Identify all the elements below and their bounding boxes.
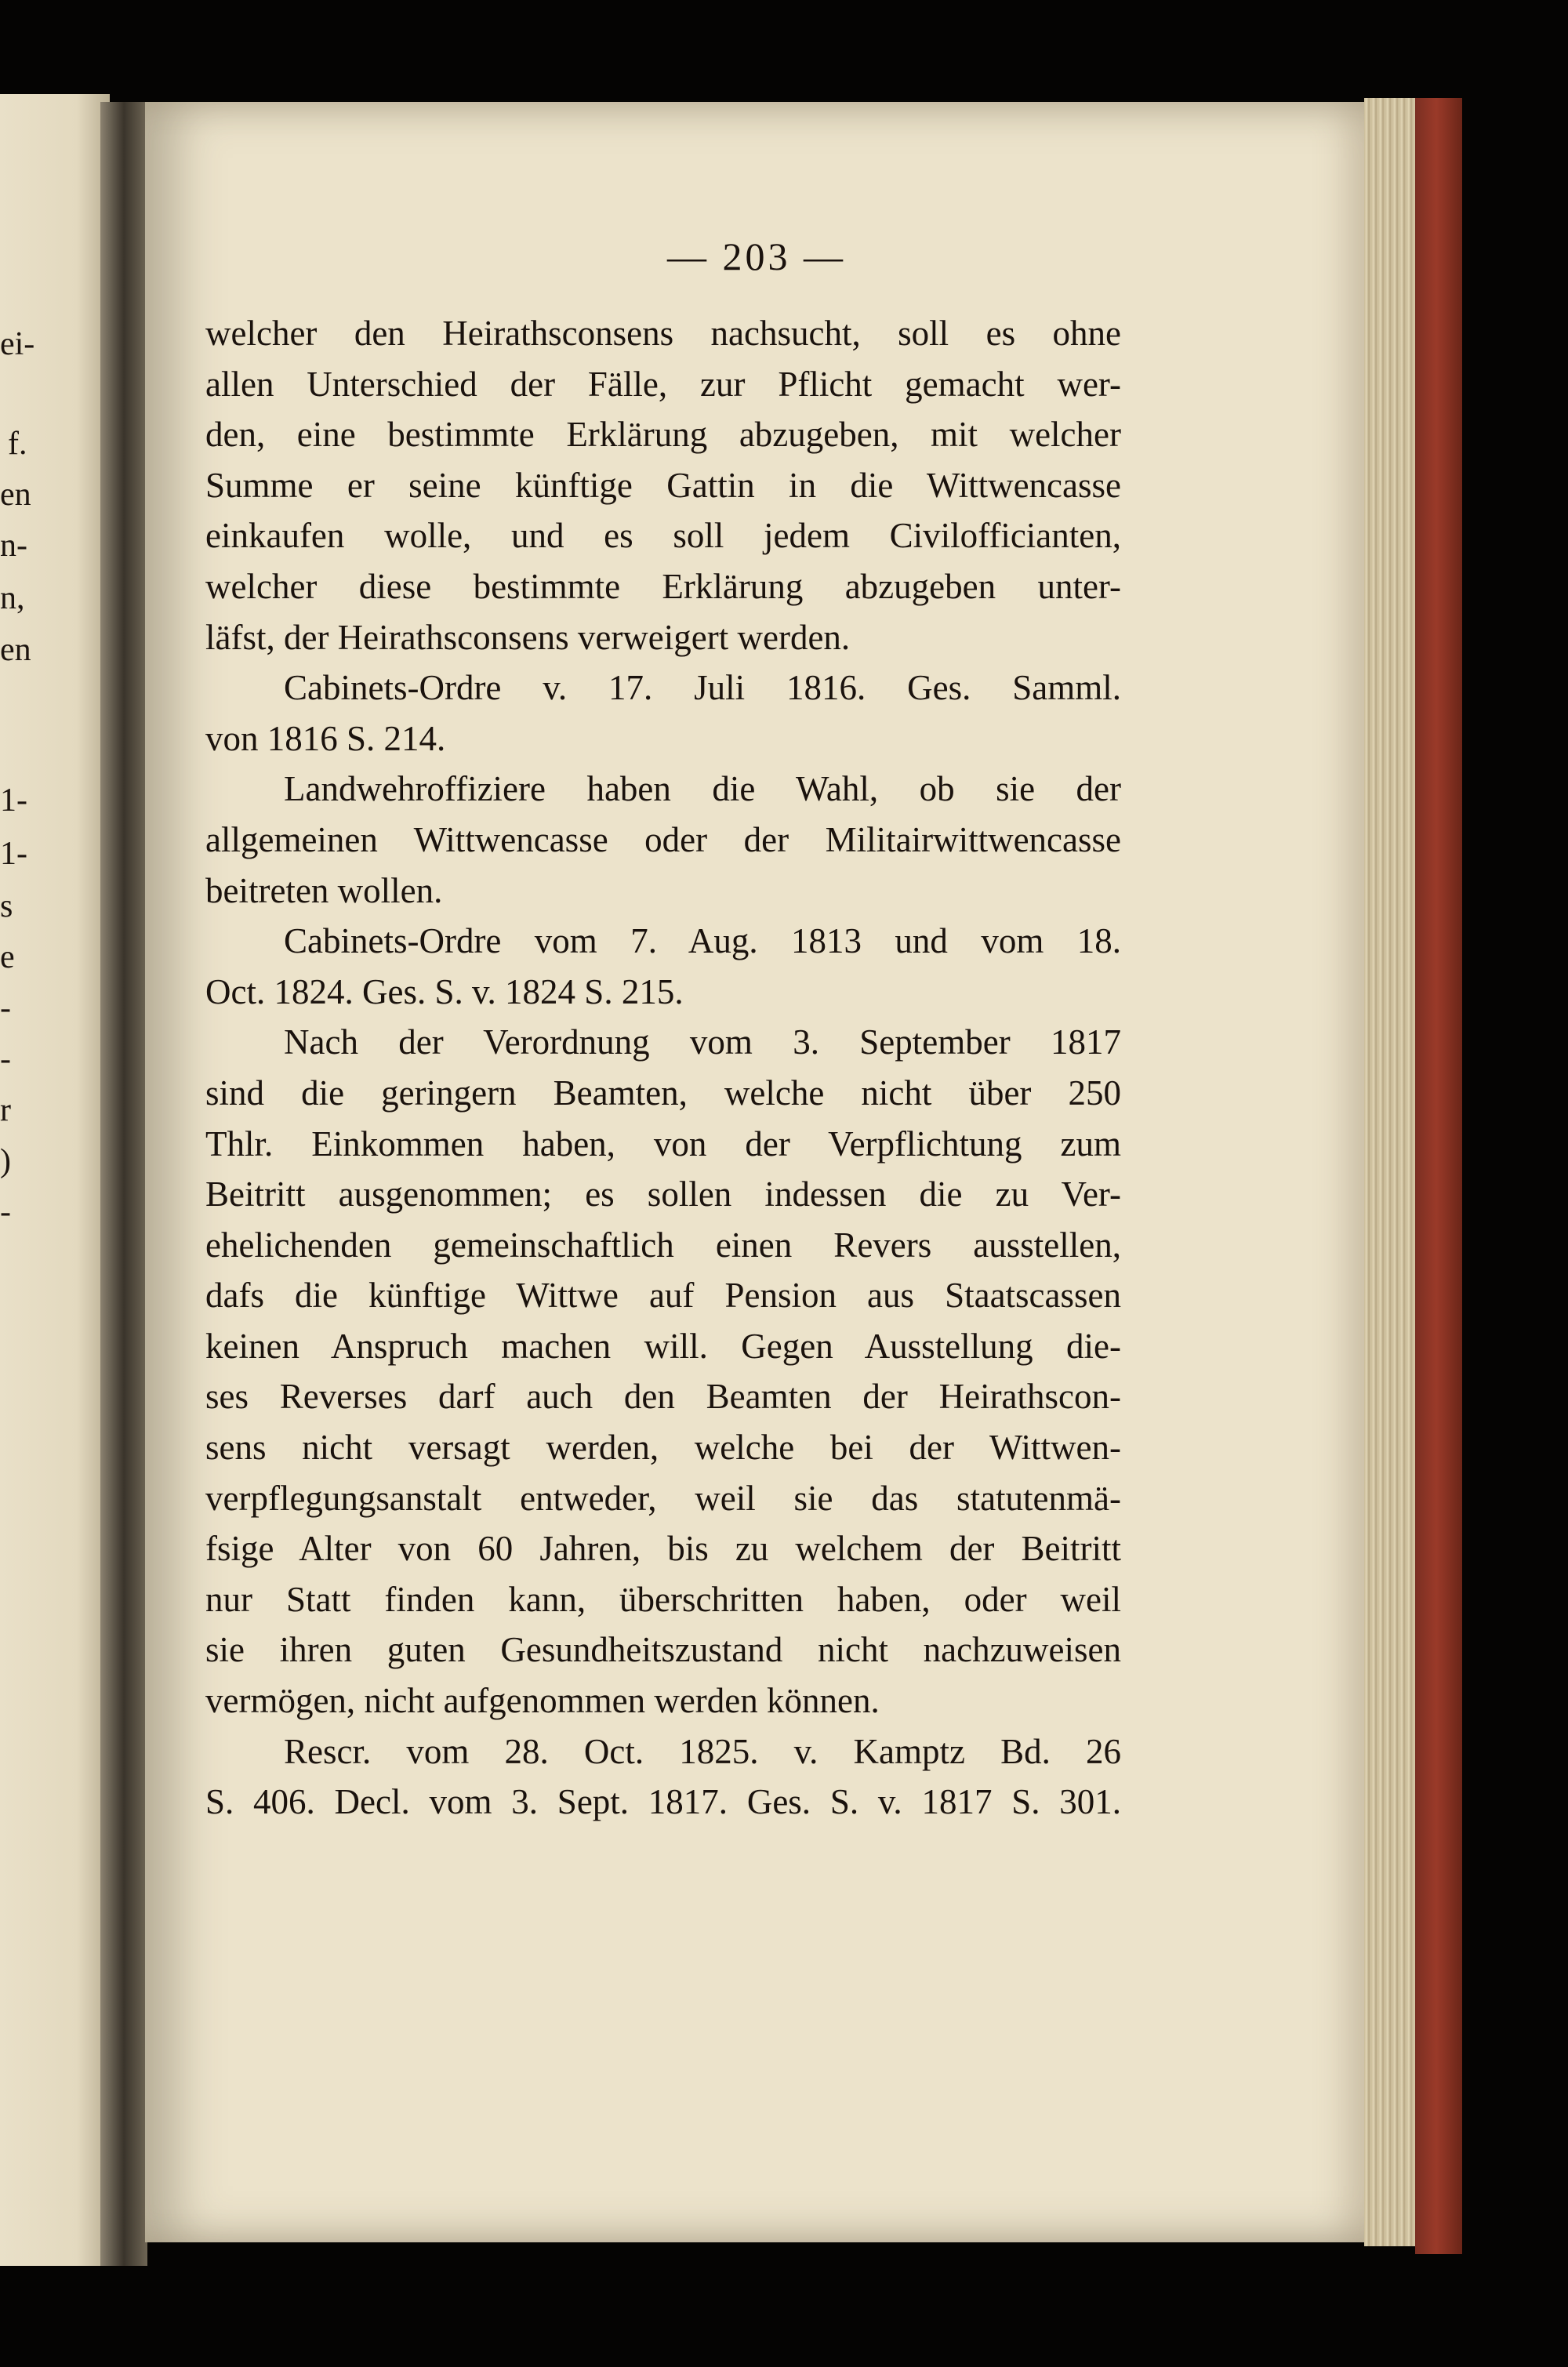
text-line: einkaufen wolle, und es soll jedem Civilofficianten, <box>205 516 1121 556</box>
left-fragment: ei- <box>0 326 35 362</box>
book-gutter <box>100 102 147 2266</box>
text-line: den, eine bestimmte Erklärung abzugeben, mit welcher <box>205 415 1121 455</box>
text-line: Nach der Verordnung vom 3. September 1817 <box>284 1022 1121 1062</box>
left-fragment: ) <box>0 1143 11 1179</box>
left-fragment: 1- <box>0 782 27 819</box>
text-line: Thlr. Einkommen haben, von der Verpflichtung zum <box>205 1124 1121 1164</box>
text-line: allgemeinen Wittwencasse oder der Militairwittwencasse <box>205 819 1121 859</box>
page-body <box>205 308 1121 1828</box>
text-line: vermögen, nicht aufgenommen werden können. <box>205 1681 880 1721</box>
left-fragment: - <box>0 1194 11 1230</box>
citation-line: Cabinets-Ordre vom 7. Aug. 1813 und vom 18. <box>284 921 1121 961</box>
text-line: ses Reverses darf auch den Beamten der Heirathscon- <box>205 1377 1121 1417</box>
left-fragment: e <box>0 939 15 975</box>
left-fragment: f. <box>8 426 27 462</box>
text-line: allen Unterschied der Fälle, zur Pflicht gemacht wer- <box>205 364 1121 404</box>
citation-line: Oct. 1824. Ges. S. v. 1824 S. 215. <box>205 971 684 1011</box>
text-line: welcher den Heirathsconsens nachsucht, soll es ohne <box>205 314 1121 353</box>
citation-line: Cabinets-Ordre v. 17. Juli 1816. Ges. Samml. <box>284 668 1121 708</box>
page-edges <box>1364 98 1419 2246</box>
citation-line: S. 406. Decl. vom 3. Sept. 1817. Ges. S. v. 1817 S. 301. <box>205 1782 1121 1822</box>
text-line: beitreten wollen. <box>205 870 443 910</box>
left-fragment: n, <box>0 580 25 616</box>
text-line: Summe er seine künftige Gattin in die Wittwencasse <box>205 465 1121 505</box>
left-fragment: r <box>0 1092 11 1128</box>
text-line: dafs die künftige Wittwe auf Pension aus Staatscassen <box>205 1276 1121 1316</box>
book-cover-edge <box>1415 98 1462 2254</box>
left-fragment: n- <box>0 528 27 564</box>
citation-line: Rescr. vom 28. Oct. 1825. v. Kamptz Bd. 26 <box>284 1731 1121 1771</box>
page-number: — 203 — <box>667 234 846 278</box>
left-fragment: 1- <box>0 836 27 872</box>
text-line: sind die geringern Beamten, welche nicht über 250 <box>205 1073 1121 1113</box>
text-line: Beitritt ausgenommen; es sollen indessen die zu Ver- <box>205 1174 1121 1214</box>
text-line: fsige Alter von 60 Jahren, bis zu welchem der Beitritt <box>205 1529 1121 1569</box>
left-fragment: - <box>0 990 11 1026</box>
text-line: sie ihren guten Gesundheitszustand nicht nachzuweisen <box>205 1630 1121 1670</box>
left-fragment: - <box>0 1041 11 1077</box>
text-line: läfst, der Heirathsconsens verweigert werden. <box>205 617 851 657</box>
text-line: Landwehroffiziere haben die Wahl, ob sie der <box>284 769 1121 809</box>
text-line: ehelichenden gemeinschaftlich einen Revers ausstellen, <box>205 1225 1121 1265</box>
left-fragment: s <box>0 888 13 924</box>
previous-page <box>0 94 110 2266</box>
text-line: keinen Anspruch machen will. Gegen Ausstellung die- <box>205 1326 1121 1366</box>
text-line: nur Statt finden kann, überschritten haben, oder weil <box>205 1579 1121 1619</box>
text-line: verpflegungsanstalt entweder, weil sie das statutenmä- <box>205 1478 1121 1518</box>
left-fragment: en <box>0 632 31 668</box>
text-line: welcher diese bestimmte Erklärung abzugeben unter- <box>205 566 1121 606</box>
citation-line: von 1816 S. 214. <box>205 718 446 758</box>
text-line: sens nicht versagt werden, welche bei der Wittwen- <box>205 1428 1121 1468</box>
left-fragment: en <box>0 477 31 513</box>
